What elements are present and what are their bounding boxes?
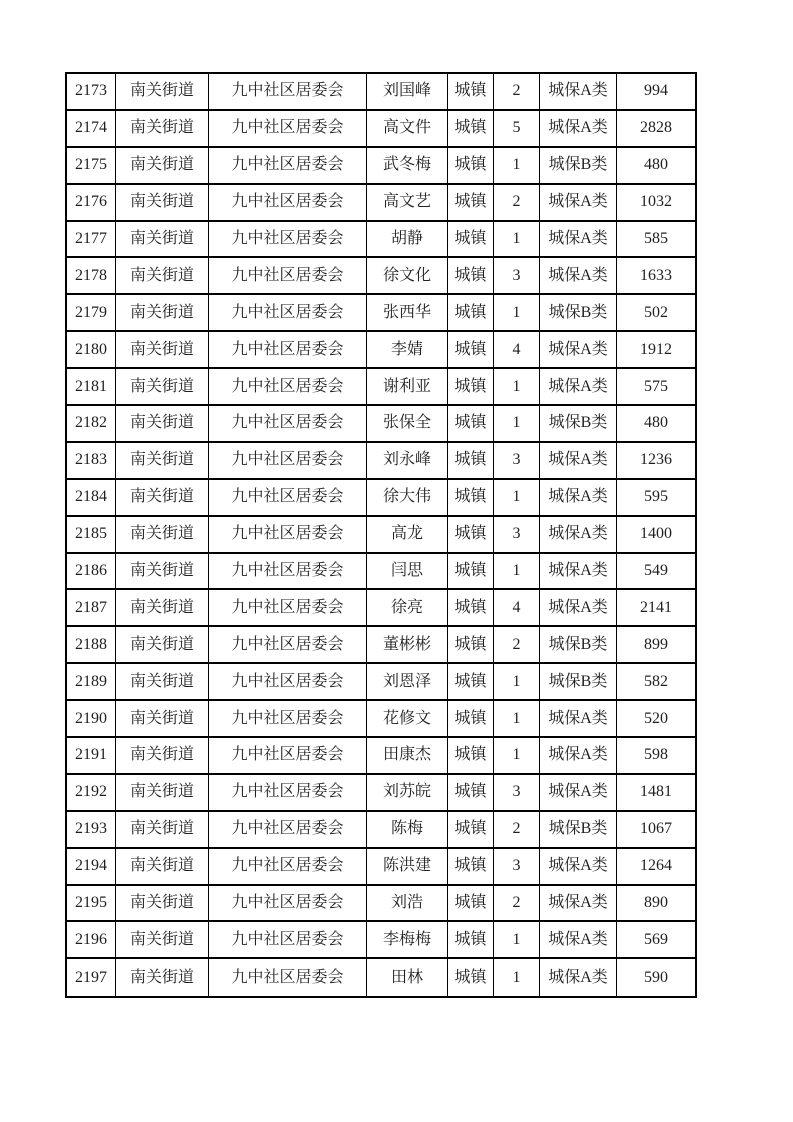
cell-residence-category: 城镇 bbox=[448, 443, 494, 480]
cell-person-name: 徐亮 bbox=[367, 590, 448, 627]
cell-street: 南关街道 bbox=[116, 812, 209, 849]
cell-amount: 502 bbox=[617, 295, 695, 332]
cell-amount: 480 bbox=[617, 148, 695, 185]
cell-insurance-type: 城保B类 bbox=[540, 627, 617, 664]
cell-insurance-type: 城保A类 bbox=[540, 554, 617, 591]
cell-amount: 1400 bbox=[617, 517, 695, 554]
cell-person-count: 2 bbox=[494, 812, 540, 849]
cell-street: 南关街道 bbox=[116, 148, 209, 185]
cell-person-name: 李婧 bbox=[367, 332, 448, 369]
cell-community: 九中社区居委会 bbox=[209, 701, 367, 738]
cell-community: 九中社区居委会 bbox=[209, 922, 367, 959]
cell-person-count: 1 bbox=[494, 554, 540, 591]
cell-person-count: 3 bbox=[494, 849, 540, 886]
cell-insurance-type: 城保A类 bbox=[540, 959, 617, 996]
cell-insurance-type: 城保A类 bbox=[540, 369, 617, 406]
cell-amount: 890 bbox=[617, 886, 695, 923]
cell-serial-number: 2182 bbox=[67, 406, 116, 443]
cell-residence-category: 城镇 bbox=[448, 406, 494, 443]
cell-community: 九中社区居委会 bbox=[209, 775, 367, 812]
cell-serial-number: 2197 bbox=[67, 959, 116, 996]
cell-street: 南关街道 bbox=[116, 738, 209, 775]
cell-insurance-type: 城保A类 bbox=[540, 258, 617, 295]
cell-serial-number: 2187 bbox=[67, 590, 116, 627]
cell-street: 南关街道 bbox=[116, 849, 209, 886]
cell-community: 九中社区居委会 bbox=[209, 406, 367, 443]
cell-residence-category: 城镇 bbox=[448, 258, 494, 295]
cell-person-count: 2 bbox=[494, 627, 540, 664]
cell-residence-category: 城镇 bbox=[448, 775, 494, 812]
cell-person-name: 高龙 bbox=[367, 517, 448, 554]
cell-amount: 520 bbox=[617, 701, 695, 738]
cell-amount: 1481 bbox=[617, 775, 695, 812]
cell-person-name: 徐文化 bbox=[367, 258, 448, 295]
cell-amount: 598 bbox=[617, 738, 695, 775]
cell-person-count: 1 bbox=[494, 480, 540, 517]
cell-serial-number: 2176 bbox=[67, 185, 116, 222]
cell-person-count: 1 bbox=[494, 369, 540, 406]
cell-amount: 2828 bbox=[617, 111, 695, 148]
cell-street: 南关街道 bbox=[116, 775, 209, 812]
cell-serial-number: 2177 bbox=[67, 222, 116, 259]
cell-amount: 595 bbox=[617, 480, 695, 517]
cell-serial-number: 2196 bbox=[67, 922, 116, 959]
cell-person-count: 4 bbox=[494, 590, 540, 627]
cell-street: 南关街道 bbox=[116, 111, 209, 148]
cell-residence-category: 城镇 bbox=[448, 369, 494, 406]
cell-amount: 899 bbox=[617, 627, 695, 664]
cell-amount: 1633 bbox=[617, 258, 695, 295]
cell-residence-category: 城镇 bbox=[448, 959, 494, 996]
cell-amount: 1067 bbox=[617, 812, 695, 849]
cell-street: 南关街道 bbox=[116, 701, 209, 738]
cell-serial-number: 2175 bbox=[67, 148, 116, 185]
cell-person-name: 李梅梅 bbox=[367, 922, 448, 959]
cell-community: 九中社区居委会 bbox=[209, 849, 367, 886]
cell-community: 九中社区居委会 bbox=[209, 812, 367, 849]
cell-street: 南关街道 bbox=[116, 295, 209, 332]
cell-person-name: 花修文 bbox=[367, 701, 448, 738]
cell-residence-category: 城镇 bbox=[448, 738, 494, 775]
cell-person-count: 5 bbox=[494, 111, 540, 148]
cell-community: 九中社区居委会 bbox=[209, 258, 367, 295]
cell-residence-category: 城镇 bbox=[448, 295, 494, 332]
cell-insurance-type: 城保A类 bbox=[540, 480, 617, 517]
cell-insurance-type: 城保A类 bbox=[540, 849, 617, 886]
cell-community: 九中社区居委会 bbox=[209, 74, 367, 111]
cell-residence-category: 城镇 bbox=[448, 517, 494, 554]
cell-street: 南关街道 bbox=[116, 664, 209, 701]
cell-street: 南关街道 bbox=[116, 627, 209, 664]
cell-community: 九中社区居委会 bbox=[209, 738, 367, 775]
cell-residence-category: 城镇 bbox=[448, 812, 494, 849]
cell-community: 九中社区居委会 bbox=[209, 369, 367, 406]
cell-residence-category: 城镇 bbox=[448, 849, 494, 886]
cell-amount: 585 bbox=[617, 222, 695, 259]
cell-person-count: 2 bbox=[494, 74, 540, 111]
cell-community: 九中社区居委会 bbox=[209, 443, 367, 480]
cell-insurance-type: 城保A类 bbox=[540, 517, 617, 554]
cell-insurance-type: 城保A类 bbox=[540, 111, 617, 148]
cell-community: 九中社区居委会 bbox=[209, 886, 367, 923]
cell-person-name: 武冬梅 bbox=[367, 148, 448, 185]
cell-serial-number: 2178 bbox=[67, 258, 116, 295]
cell-person-name: 陈梅 bbox=[367, 812, 448, 849]
cell-amount: 549 bbox=[617, 554, 695, 591]
cell-insurance-type: 城保A类 bbox=[540, 222, 617, 259]
cell-serial-number: 2173 bbox=[67, 74, 116, 111]
cell-street: 南关街道 bbox=[116, 406, 209, 443]
cell-person-count: 2 bbox=[494, 185, 540, 222]
cell-serial-number: 2193 bbox=[67, 812, 116, 849]
cell-person-count: 3 bbox=[494, 517, 540, 554]
cell-person-count: 1 bbox=[494, 738, 540, 775]
cell-insurance-type: 城保A类 bbox=[540, 590, 617, 627]
cell-street: 南关街道 bbox=[116, 480, 209, 517]
cell-community: 九中社区居委会 bbox=[209, 480, 367, 517]
cell-amount: 1032 bbox=[617, 185, 695, 222]
cell-street: 南关街道 bbox=[116, 922, 209, 959]
cell-amount: 2141 bbox=[617, 590, 695, 627]
cell-insurance-type: 城保B类 bbox=[540, 295, 617, 332]
cell-insurance-type: 城保A类 bbox=[540, 886, 617, 923]
cell-person-name: 陈洪建 bbox=[367, 849, 448, 886]
cell-community: 九中社区居委会 bbox=[209, 517, 367, 554]
cell-residence-category: 城镇 bbox=[448, 74, 494, 111]
cell-serial-number: 2190 bbox=[67, 701, 116, 738]
cell-serial-number: 2186 bbox=[67, 554, 116, 591]
cell-residence-category: 城镇 bbox=[448, 627, 494, 664]
cell-insurance-type: 城保B类 bbox=[540, 812, 617, 849]
cell-residence-category: 城镇 bbox=[448, 590, 494, 627]
cell-person-name: 田康杰 bbox=[367, 738, 448, 775]
cell-person-count: 1 bbox=[494, 959, 540, 996]
cell-person-name: 刘浩 bbox=[367, 886, 448, 923]
cell-community: 九中社区居委会 bbox=[209, 111, 367, 148]
cell-community: 九中社区居委会 bbox=[209, 185, 367, 222]
cell-person-name: 高文件 bbox=[367, 111, 448, 148]
cell-community: 九中社区居委会 bbox=[209, 332, 367, 369]
cell-amount: 1264 bbox=[617, 849, 695, 886]
cell-community: 九中社区居委会 bbox=[209, 148, 367, 185]
roster-table bbox=[65, 72, 697, 998]
cell-person-count: 3 bbox=[494, 775, 540, 812]
cell-insurance-type: 城保A类 bbox=[540, 922, 617, 959]
cell-residence-category: 城镇 bbox=[448, 922, 494, 959]
cell-serial-number: 2185 bbox=[67, 517, 116, 554]
cell-community: 九中社区居委会 bbox=[209, 554, 367, 591]
cell-insurance-type: 城保A类 bbox=[540, 701, 617, 738]
cell-street: 南关街道 bbox=[116, 554, 209, 591]
cell-residence-category: 城镇 bbox=[448, 185, 494, 222]
cell-amount: 1912 bbox=[617, 332, 695, 369]
cell-serial-number: 2195 bbox=[67, 886, 116, 923]
cell-person-name: 张保全 bbox=[367, 406, 448, 443]
cell-insurance-type: 城保A类 bbox=[540, 738, 617, 775]
cell-street: 南关街道 bbox=[116, 258, 209, 295]
cell-street: 南关街道 bbox=[116, 590, 209, 627]
cell-serial-number: 2179 bbox=[67, 295, 116, 332]
cell-street: 南关街道 bbox=[116, 369, 209, 406]
cell-insurance-type: 城保B类 bbox=[540, 148, 617, 185]
cell-street: 南关街道 bbox=[116, 222, 209, 259]
cell-amount: 575 bbox=[617, 369, 695, 406]
cell-insurance-type: 城保A类 bbox=[540, 775, 617, 812]
cell-community: 九中社区居委会 bbox=[209, 295, 367, 332]
cell-person-name: 高文艺 bbox=[367, 185, 448, 222]
cell-person-count: 4 bbox=[494, 332, 540, 369]
cell-person-count: 1 bbox=[494, 222, 540, 259]
cell-person-name: 田林 bbox=[367, 959, 448, 996]
cell-residence-category: 城镇 bbox=[448, 148, 494, 185]
cell-street: 南关街道 bbox=[116, 886, 209, 923]
cell-community: 九中社区居委会 bbox=[209, 664, 367, 701]
cell-amount: 480 bbox=[617, 406, 695, 443]
cell-serial-number: 2184 bbox=[67, 480, 116, 517]
cell-amount: 590 bbox=[644, 968, 668, 986]
cell-person-name: 董彬彬 bbox=[367, 627, 448, 664]
cell-serial-number: 2188 bbox=[67, 627, 116, 664]
cell-person-count: 1 bbox=[494, 406, 540, 443]
cell-insurance-type: 城保A类 bbox=[540, 332, 617, 369]
cell-community: 九中社区居委会 bbox=[209, 959, 367, 996]
cell-insurance-type: 城保A类 bbox=[540, 185, 617, 222]
cell-amount: 1236 bbox=[617, 443, 695, 480]
cell-person-name: 张西华 bbox=[367, 295, 448, 332]
cell-street: 南关街道 bbox=[116, 517, 209, 554]
cell-insurance-type: 城保A类 bbox=[540, 74, 617, 111]
cell-residence-category: 城镇 bbox=[448, 332, 494, 369]
cell-person-name: 谢利亚 bbox=[367, 369, 448, 406]
cell-insurance-type: 城保B类 bbox=[540, 664, 617, 701]
cell-community: 九中社区居委会 bbox=[209, 590, 367, 627]
cell-person-count: 1 bbox=[494, 148, 540, 185]
cell-amount: 569 bbox=[617, 922, 695, 959]
cell-street: 南关街道 bbox=[116, 74, 209, 111]
cell-person-name: 刘苏皖 bbox=[367, 775, 448, 812]
cell-serial-number: 2183 bbox=[67, 443, 116, 480]
cell-person-count: 2 bbox=[494, 886, 540, 923]
cell-residence-category: 城镇 bbox=[448, 554, 494, 591]
cell-amount: 582 bbox=[617, 664, 695, 701]
cell-person-name: 胡静 bbox=[367, 222, 448, 259]
cell-serial-number: 2194 bbox=[67, 849, 116, 886]
cell-serial-number: 2191 bbox=[67, 738, 116, 775]
cell-residence-category: 城镇 bbox=[448, 886, 494, 923]
cell-street: 南关街道 bbox=[116, 332, 209, 369]
cell-community: 九中社区居委会 bbox=[209, 222, 367, 259]
cell-street: 南关街道 bbox=[116, 185, 209, 222]
cell-residence-category: 城镇 bbox=[448, 222, 494, 259]
cell-person-name: 徐大伟 bbox=[367, 480, 448, 517]
cell-person-name: 闫思 bbox=[367, 554, 448, 591]
cell-serial-number: 2180 bbox=[67, 332, 116, 369]
cell-person-count: 1 bbox=[494, 701, 540, 738]
cell-person-count: 1 bbox=[494, 922, 540, 959]
cell-amount: 994 bbox=[617, 74, 695, 111]
cell-person-name: 刘国峰 bbox=[367, 74, 448, 111]
cell-person-name: 刘永峰 bbox=[367, 443, 448, 480]
cell-serial-number: 2189 bbox=[67, 664, 116, 701]
cell-person-name: 刘恩泽 bbox=[367, 664, 448, 701]
cell-serial-number: 2174 bbox=[67, 111, 116, 148]
cell-residence-category: 城镇 bbox=[448, 111, 494, 148]
cell-serial-number: 2192 bbox=[67, 775, 116, 812]
cell-residence-category: 城镇 bbox=[448, 701, 494, 738]
cell-street: 南关街道 bbox=[116, 959, 209, 996]
cell-street: 南关街道 bbox=[116, 443, 209, 480]
cell-insurance-type: 城保A类 bbox=[540, 443, 617, 480]
cell-person-count: 3 bbox=[494, 443, 540, 480]
cell-person-count: 1 bbox=[494, 664, 540, 701]
cell-person-count: 3 bbox=[494, 258, 540, 295]
cell-residence-category: 城镇 bbox=[448, 664, 494, 701]
cell-insurance-type: 城保B类 bbox=[540, 406, 617, 443]
cell-serial-number: 2181 bbox=[67, 369, 116, 406]
cell-residence-category: 城镇 bbox=[448, 480, 494, 517]
cell-person-count: 1 bbox=[494, 295, 540, 332]
cell-community: 九中社区居委会 bbox=[209, 627, 367, 664]
